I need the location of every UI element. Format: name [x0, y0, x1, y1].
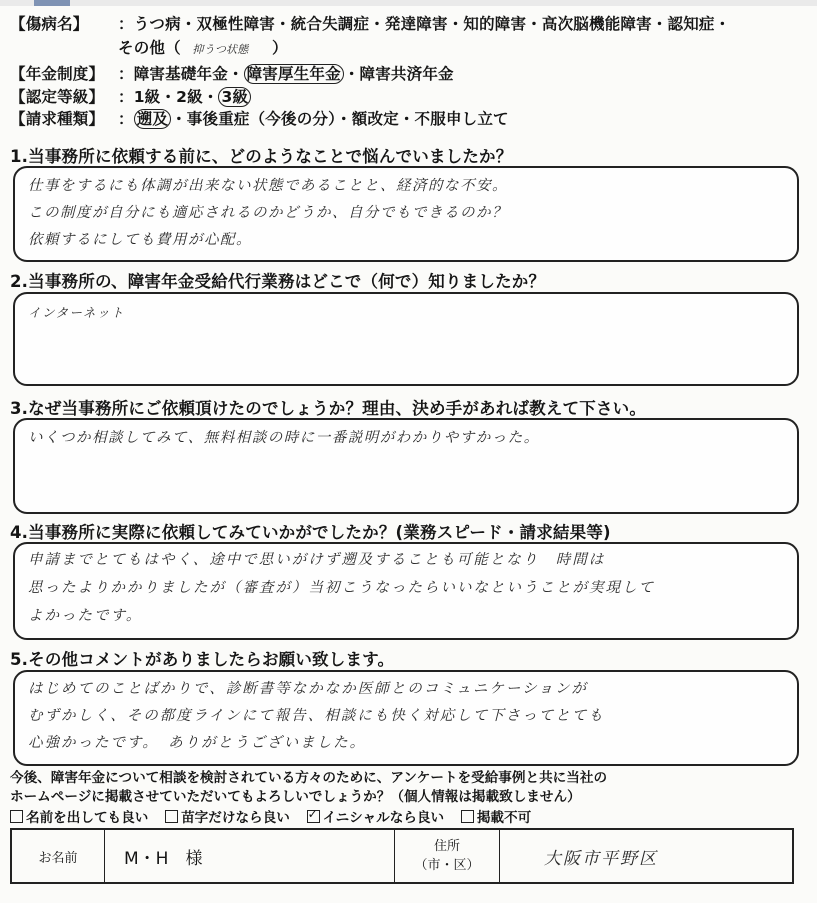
grade-row: [10, 85, 251, 107]
checkbox-checked-icon[interactable]: [307, 810, 320, 823]
claim-prefix: ：: [118, 110, 134, 128]
answer-line: この制度が自分にも適応されるのかどうか、自分でもできるのか？: [28, 205, 508, 221]
claim-row: [10, 107, 509, 129]
consent-option-initials[interactable]: [307, 806, 445, 826]
claim-suffix: ・事後重症（今後の分）・額改定・不服申し立て: [171, 110, 509, 128]
pension-prefix: ：障害基礎年金・: [118, 65, 244, 83]
grade-circled: 3級: [218, 87, 251, 107]
disease-row: [10, 12, 730, 34]
checkbox-icon[interactable]: [461, 810, 474, 823]
answer-4-text: [28, 548, 788, 632]
answer-line: むずかしく、その都度ラインにて報告、相談にも快く対応して下さってとても: [28, 708, 605, 724]
question-2-title: 2.当事務所の、障害年金受給代行業務はどこで（何で）知りましたか？: [10, 272, 546, 291]
claim-key: 【請求種類】: [10, 110, 105, 128]
question-5-title: 5.その他コメントがありましたらお願い致します。: [10, 650, 395, 669]
checkbox-icon[interactable]: [165, 810, 178, 823]
answer-line: 仕事をするにも体調が出来ない状態であることと、経済的な不安。: [28, 178, 508, 194]
divider: [104, 830, 105, 882]
address-label-2: （市・区）: [414, 858, 480, 873]
signature-table: [10, 828, 794, 884]
address-value[interactable]: 大阪市平野区: [544, 848, 658, 869]
option-label: 名前を出しても良い: [26, 810, 149, 826]
question-4-title: 4.当事務所に実際に依頼してみていかがでしたか？(業務スピード・請求結果等): [10, 523, 611, 542]
option-label: 苗字だけなら良い: [181, 810, 290, 826]
disease-other-handwritten: 抑うつ状態: [192, 43, 249, 56]
address-label-1: 住所: [433, 839, 460, 854]
grade-prefix: ：1級・2級・: [118, 88, 219, 106]
disease-other-row: [118, 36, 288, 58]
answer-2-text: [28, 303, 788, 327]
address-label: [395, 830, 499, 882]
answer-1-text: [28, 174, 788, 255]
disease-key: 【傷病名】: [10, 15, 89, 33]
option-label: イニシャルなら良い: [322, 810, 445, 826]
consent-option-surname[interactable]: [165, 806, 290, 826]
option-label: 掲載不可: [476, 810, 532, 826]
consent-line-2: ホームページに掲載させていただいてもよろしいでしょうか？（個人情報は掲載致しません）: [10, 789, 581, 805]
consent-line-1: 今後、障害年金について相談を検討されている方々のために、アンケートを受給事例と共に当社の: [10, 770, 608, 786]
pension-circled: 障害厚生年金: [244, 64, 344, 84]
answer-line: 思ったよりかかりましたが（審査が）当初こうなったらいいなということが実現して: [28, 580, 655, 596]
pension-row: [10, 62, 454, 84]
answer-line: インターネット: [28, 305, 125, 320]
disease-other-label: その他（: [118, 39, 181, 57]
disease-options: ：うつ病・双極性障害・統合失調症・発達障害・知的障害・高次脳機能障害・認知症・: [118, 15, 731, 33]
claim-circled: 遡及: [134, 109, 171, 129]
header-tab: [34, 0, 70, 6]
answer-line: 依頼するにしても費用が心配。: [28, 232, 252, 248]
disease-other-close: ）: [272, 39, 288, 57]
consent-option-name[interactable]: [10, 806, 148, 826]
answer-line: はじめてのことばかりで、診断書等なかなか医師とのコミュニケーションが: [28, 681, 588, 697]
pension-key: 【年金制度】: [10, 65, 105, 83]
divider: [499, 830, 500, 882]
checkbox-icon[interactable]: [10, 810, 23, 823]
answer-line: 申請までとてもはやく、途中で思いがけず遡及することも可能となり 時間は: [28, 552, 606, 568]
question-1-title: 1.当事務所に依頼する前に、どのようなことで悩んでいましたか？: [10, 147, 513, 166]
answer-line: よかったです。: [28, 608, 143, 624]
pension-suffix: ・障害共済年金: [343, 65, 454, 83]
name-label: お名前: [38, 850, 78, 866]
question-3-title: 3.なぜ当事務所にご依頼頂けたのでしょうか？理由、決め手があれば教えて下さい。: [10, 399, 647, 418]
answer-line: 心強かったです。 ありがとうございました。: [28, 735, 367, 751]
name-value[interactable]: M・H 様: [124, 848, 203, 869]
top-strip: [0, 0, 817, 6]
answer-3-text: [28, 426, 788, 453]
grade-key: 【認定等級】: [10, 88, 105, 106]
answer-line: いくつか相談してみて、無料相談の時に一番説明がわかりやすかった。: [28, 430, 540, 446]
answer-5-text: [28, 677, 788, 758]
consent-option-none[interactable]: [461, 806, 531, 826]
consent-options: [10, 806, 543, 826]
